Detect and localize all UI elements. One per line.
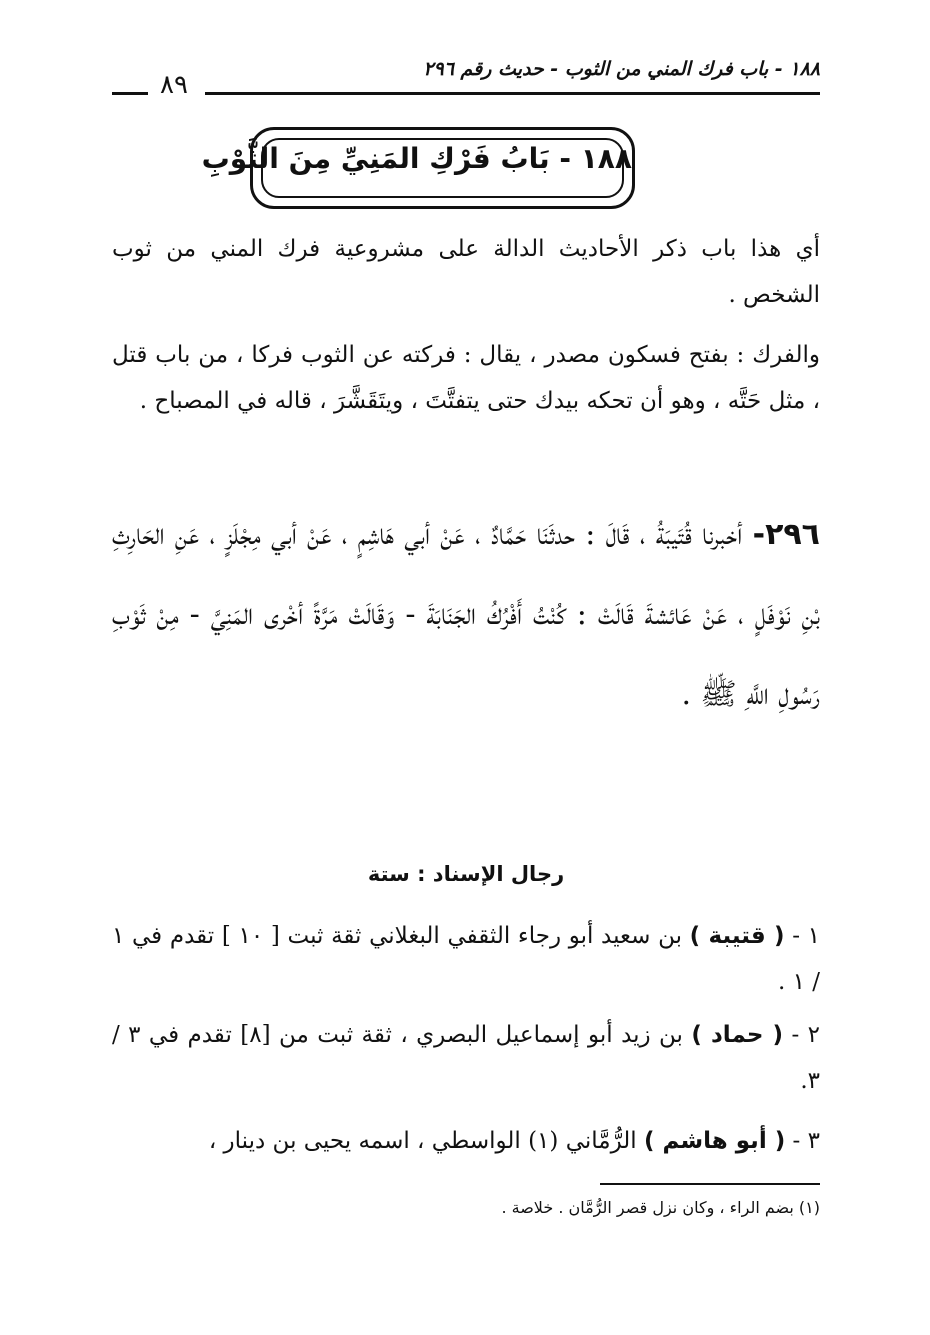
narrator-name: ( حماد ) bbox=[691, 1022, 784, 1048]
running-title: ١٨٨ - باب فرك المني من الثوب - حديث رقم ٢٩٦ bbox=[423, 58, 820, 80]
narrator-description: بن سعيد أبو رجاء الثقفي البغلاني ثقة ثبت [ ١٠ ] تقدم في ١ / ١ . bbox=[112, 923, 820, 995]
narrator-entry bbox=[112, 1012, 820, 1104]
lexical-paragraph: والفرك : بفتح فسكون مصدر ، يقال : فركته عن الثوب فركا ، من باب قتل ، مثل حَتَّه ، وهو أن تحكه بيدك حتى يتفتَّتَ ، ويتَقَشَّرَ ، قاله في المصباح . bbox=[112, 342, 820, 414]
narrator-name: ( أبو هاشم ) bbox=[644, 1128, 786, 1154]
header-rule bbox=[205, 92, 820, 95]
page-number-rule bbox=[112, 92, 148, 95]
hadith-text: أخبرنا قُتَيبَةُ ، قَالَ : حدثَنَا حَمَّادٌ ، عَنْ أبي هَاشِمٍ ، عَنْ أبي مِجْلَزٍ ، عَنِ الحَارِثِ بْنِ نَوْفَلٍ ، عَنْ عَائشةَ قَالَتْ : كُنْتُ أَفْرُكُ الجَنَابَةَ - وَقَالَتْ مَرَّةً أخْرى المَنِيَّ - مِنْ ثَوْبِ رَسُولِ اللَّهِ ﷺ . bbox=[112, 517, 820, 712]
narrator-name: ( قتيبة ) bbox=[689, 923, 785, 949]
narrators-heading: رجال الإسناد : ستة bbox=[367, 862, 565, 886]
intro-paragraph: أي هذا باب ذكر الأحاديث الدالة على مشروعية فرك المني من ثوب الشخص . bbox=[112, 236, 820, 308]
footnote: (١) بضم الراء ، وكان نزل قصر الرُّمَّان . خلاصة . bbox=[501, 1198, 820, 1217]
narrator-description: الرُّمَّاني (١) الواسطي ، اسمه يحيى بن دينار ، bbox=[208, 1128, 637, 1154]
narrator-description: بن زيد أبو إسماعيل البصري ، ثقة ثبت من [٨] تقدم في ٣ / ٣. bbox=[112, 1022, 820, 1094]
hadith-text-block bbox=[112, 495, 820, 735]
narrator-number: ٣ - bbox=[792, 1128, 820, 1154]
running-header bbox=[112, 58, 820, 102]
narrator-entry bbox=[112, 1118, 820, 1164]
chapter-heading: ١٨٨ - بَابُ فَرْكِ المَنِيِّ مِنَ الثَّوْبِ bbox=[201, 142, 632, 175]
narrator-entry bbox=[112, 913, 820, 1005]
chapter-heading-frame bbox=[201, 127, 635, 209]
hadith-number: ٢٩٦- bbox=[752, 517, 820, 552]
footnote-rule bbox=[600, 1183, 820, 1185]
narrator-number: ٢ - bbox=[791, 1022, 821, 1048]
narrator-number: ١ - bbox=[792, 923, 821, 949]
page-number: ٨٩ bbox=[160, 70, 188, 100]
